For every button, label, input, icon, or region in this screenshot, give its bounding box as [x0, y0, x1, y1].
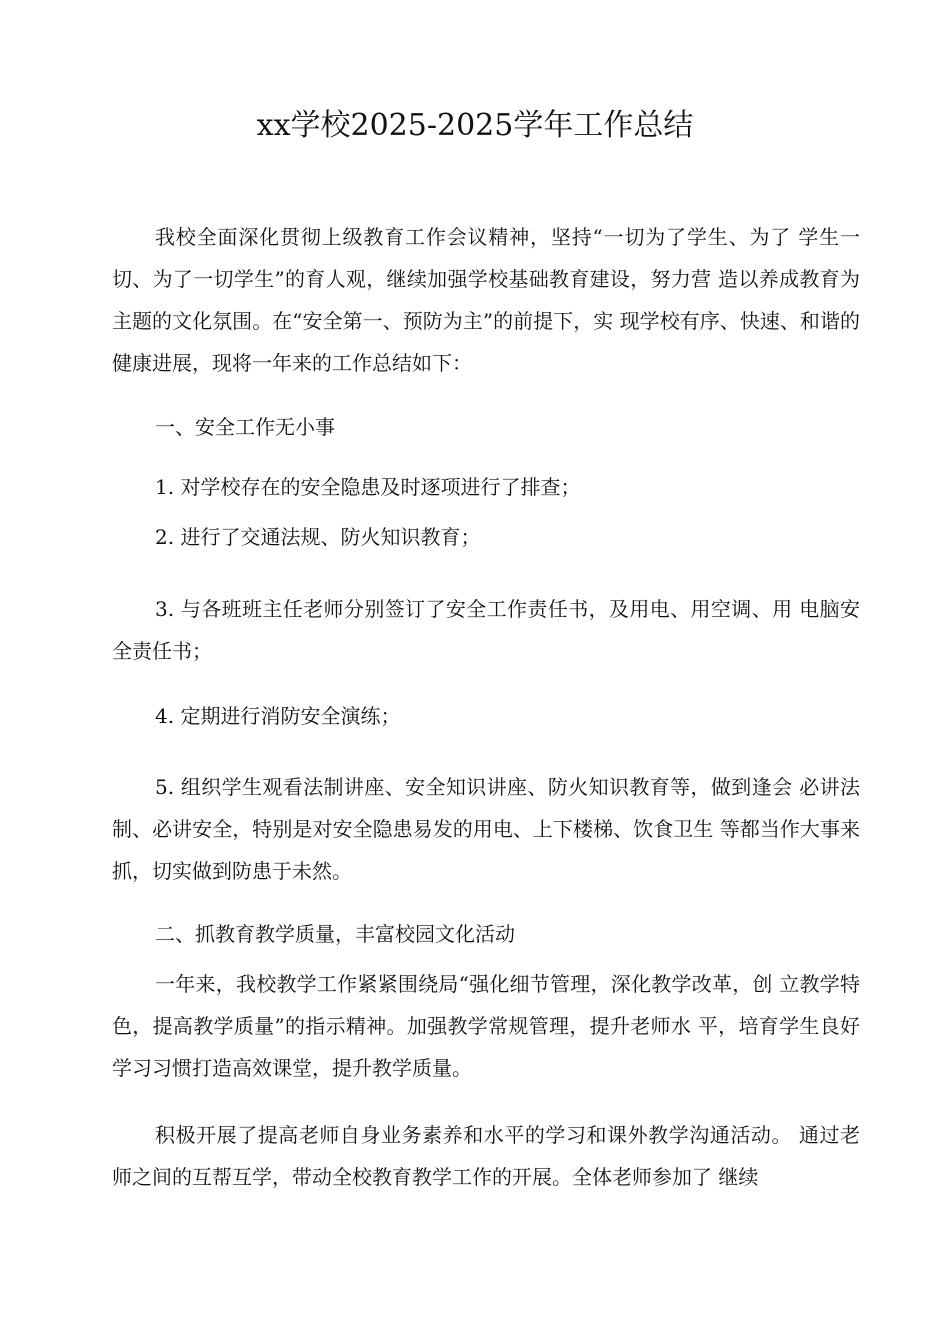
list-item: 5. 组织学生观看法制讲座、安全知识讲座、防火知识教育等，做到逢会 必讲法制、必讲安全，特别是对安全隐患易发的用电、上下楼梯、饮食卫生 等都当作大事来抓，切实做到防患于未然。 [112, 775, 860, 883]
section-heading-safety: 一、安全工作无小事 [155, 415, 335, 439]
document-title: xx学校2025-2025学年工作总结 [256, 108, 694, 143]
teaching-paragraph: 一年来，我校教学工作紧紧围绕局“强化细节管理，深化教学改革，创 立教学特色，提高教学质量”的指示精神。加强教学常规管理，提升老师水 平，培育学生良好学习习惯打造高效课堂，提升教学质量。 [112, 972, 860, 1080]
list-item: 1. 对学校存在的安全隐患及时逐项进行了排查； [155, 475, 581, 499]
list-item: 3. 与各班班主任老师分别签订了安全工作责任书，及用电、用空调、用 电脑安全责任书； [112, 597, 860, 663]
list-item: 4. 定期进行消防安全演练； [155, 704, 401, 728]
list-item: 2. 进行了交通法规、防火知识教育； [155, 525, 481, 549]
activities-paragraph: 积极开展了提高老师自身业务素养和水平的学习和课外教学沟通活动。 通过老师之间的互帮互学，带动全校教育教学工作的开展。全体老师参加了 继续 [112, 1123, 860, 1189]
intro-paragraph: 我校全面深化贯彻上级教育工作会议精神，坚持“一切为了学生、为了 学生一切、为了一切学生”的育人观，继续加强学校基础教育建设，努力营 造以养成教育为主题的文化氛围。在“安全第一、预防为主”的前提下，实 现学校有序、快速、和谐的健康进展，现将一年来的工作总结如下： [112, 225, 860, 375]
section-heading-teaching: 二、抓教育教学质量，丰富校园文化活动 [155, 922, 515, 946]
